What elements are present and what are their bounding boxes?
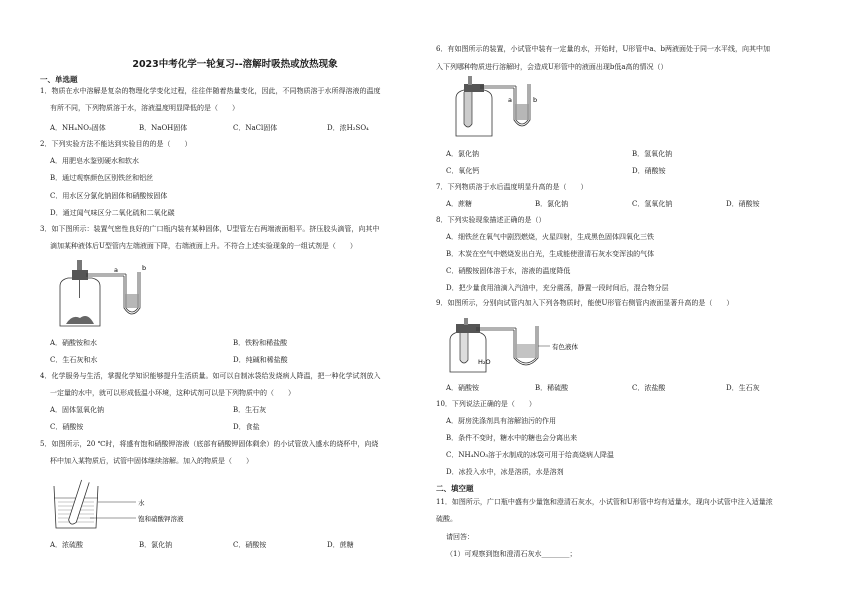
q6-label-a: a xyxy=(508,96,512,104)
q10-line-1: 10．下列说法正确的是（ ） xyxy=(436,400,536,408)
q2-option-d[interactable]: D．通过闻气味区分二氧化硫和二氧化碳 xyxy=(50,209,175,217)
section-fill-in: 二、填空题 xyxy=(436,484,474,493)
q6-label-b: b xyxy=(533,96,538,104)
q2-option-b[interactable]: B．通过观察颜色区别铁丝和铝丝 xyxy=(50,174,154,182)
q3-line-1: 3．如下图所示：装置气密性良好的广口瓶内装有某种固体，U型管左右两端液面相平。挤压胶头滴管，向其中 xyxy=(40,225,380,233)
q5-option-a[interactable]: A．浓硫酸 xyxy=(50,541,84,549)
q2-option-a[interactable]: A．用肥皂水鉴别硬水和软水 xyxy=(50,157,140,165)
q4-line-2: 一定量的水中，就可以形成低温小环境，这种试剂可以是下列物质中的（ ） xyxy=(50,389,295,397)
q3-option-d[interactable]: D．纯碱和稀盐酸 xyxy=(233,356,288,364)
q6-option-b[interactable]: B．氢氧化钠 xyxy=(632,150,673,158)
q11-line-4: （1）可观察到饱和澄清石灰水________； xyxy=(446,550,577,558)
q1-line-2: 有所不同，下列物质溶于水，溶液温度明显降低的是（ ） xyxy=(50,104,239,112)
section-single-choice: 一、单选题 xyxy=(40,75,78,84)
q7-option-d[interactable]: D．硝酸铵 xyxy=(726,200,760,208)
q10-option-b[interactable]: B．条件不变时，糖水中的糖也会分离出来 xyxy=(446,434,578,442)
q6-line-2: 入下列哪种物质进行溶解时，会造成U形管中的液面出现b低a高的情况（） xyxy=(436,63,668,71)
q3-option-b[interactable]: B．铁粉和稀盐酸 xyxy=(233,339,288,347)
q3-label-a: a xyxy=(114,266,118,274)
q5-line-2: 杯中加入某物质后，试管中固体继续溶解。加入的物质是（ ） xyxy=(50,457,253,465)
q7-option-c[interactable]: C．氢氧化钠 xyxy=(632,200,673,208)
q1-option-b[interactable]: B．NaOH固体 xyxy=(139,124,188,132)
q7-line-1: 7．下列物质溶于水后温度明显升高的是（ ） xyxy=(436,183,588,191)
q4-option-b[interactable]: B．生石灰 xyxy=(233,406,267,414)
q3-label-b: b xyxy=(142,264,147,272)
q5-label-water: 水 xyxy=(138,499,145,507)
q10-option-a[interactable]: A．厨房洗涤剂具有溶解油污的作用 xyxy=(446,417,557,425)
page-title: 2023中考化学一轮复习--溶解时吸热或放热现象 xyxy=(132,59,338,70)
q6-option-d[interactable]: D．硝酸铵 xyxy=(632,167,666,175)
q9-option-d[interactable]: D．生石灰 xyxy=(726,384,760,392)
q3-option-a[interactable]: A．硝酸铵和水 xyxy=(50,339,98,347)
q5-option-c[interactable]: C．硝酸铵 xyxy=(233,541,267,549)
q1-line-1: 1．物质在水中溶解是复杂的物理化学变化过程，往往伴随着热量变化，因此，不同物质溶于水所得溶液的温度 xyxy=(40,87,381,95)
q1-option-d[interactable]: D．浓H₂SO₄ xyxy=(327,124,369,132)
q1-option-a[interactable]: A．NH₄NO₃固体 xyxy=(50,124,106,132)
q7-option-b[interactable]: B．氯化钠 xyxy=(535,200,569,208)
q5-option-d[interactable]: D．蔗糖 xyxy=(327,541,354,549)
q1-option-c[interactable]: C．NaCl固体 xyxy=(233,124,278,132)
q10-option-d[interactable]: D．冰投入水中，冰是溶质，水是溶剂 xyxy=(446,468,564,476)
q9-label-water: H₂O xyxy=(478,358,491,366)
q3-apparatus-figure xyxy=(50,258,160,330)
q7-option-a[interactable]: A．蔗糖 xyxy=(446,200,473,208)
q9-option-c[interactable]: C．浓盐酸 xyxy=(632,384,666,392)
q3-line-2: 滴加某种液体后U型管内左端液面下降，右端液面上升。不符合上述实验现象的一组试剂是（ ） xyxy=(50,242,357,250)
q6-option-a[interactable]: A．氯化钠 xyxy=(446,150,480,158)
q2-option-c[interactable]: C．用水区分氯化钠固体和硝酸铵固体 xyxy=(50,192,168,200)
q2-line-1: 2．下列实验方法不能达到实验目的的是（ ） xyxy=(40,140,192,148)
q5-label-solution: 饱和硝酸钾溶液 xyxy=(138,515,184,523)
q4-line-1: 4．化学服务与生活，掌握化学知识能够提升生活质量。如可以自制冰袋给发烧病人降温，把一种化学试剂放入 xyxy=(40,372,381,380)
q6-option-c[interactable]: C．氧化钙 xyxy=(446,167,480,175)
q11-line-1: 11．如图所示，广口瓶中盛有少量饱和澄清石灰水，小试管和U形管中均有适量水，现向小试管中注入适量浓 xyxy=(436,498,773,506)
q9-apparatus-figure xyxy=(446,316,596,376)
q10-option-c[interactable]: C．NH₄NO₃溶于水制成的冰袋可用于给高烧病人降温 xyxy=(446,451,615,459)
q11-line-2: 硫酸。 xyxy=(436,515,457,523)
q9-label-liquid: 有色液体 xyxy=(552,343,578,351)
q8-option-a[interactable]: A．细铁丝在氧气中剧烈燃烧，火星四射，生成黑色固体四氧化三铁 xyxy=(446,233,655,241)
q4-option-d[interactable]: D．食盐 xyxy=(233,423,260,431)
q6-line-1: 6．有如图所示的装置，小试管中装有一定量的水，开始时，U形管中a、b两液面处于同一水平线，向其中加 xyxy=(436,45,771,53)
q5-option-b[interactable]: B．氯化钠 xyxy=(139,541,173,549)
q4-option-c[interactable]: C．硝酸铵 xyxy=(50,423,84,431)
q6-apparatus-figure xyxy=(450,74,550,138)
q3-option-c[interactable]: C．生石灰和水 xyxy=(50,356,98,364)
q9-line-1: 9．如图所示，分别向试管内加入下列各物质时，能使U形管右侧管内液面显著升高的是（ ） xyxy=(436,299,734,307)
q5-line-1: 5．如图所示，20 ℃时，将盛有饱和硝酸钾溶液（底部有硝酸钾固体剩余）的小试管放入盛水的烧杯中，向烧 xyxy=(40,440,379,448)
q5-beaker-figure xyxy=(50,480,200,532)
q8-line-1: 8．下列实验现象描述正确的是（） xyxy=(436,216,546,224)
q8-option-b[interactable]: B．木炭在空气中燃烧发出白光，生成能使澄清石灰水变浑浊的气体 xyxy=(446,250,655,258)
q9-option-b[interactable]: B．稀硫酸 xyxy=(535,384,569,392)
q9-option-a[interactable]: A．硝酸铵 xyxy=(446,384,480,392)
q8-option-d[interactable]: D．把少量食用油滴入汽油中，充分震荡，静置一段时间后，混合物分层 xyxy=(446,284,669,292)
q11-line-3: 请回答： xyxy=(446,533,474,541)
q8-option-c[interactable]: C．硝酸铵固体溶于水，溶液的温度降低 xyxy=(446,267,571,275)
q4-option-a[interactable]: A．固体氢氧化钠 xyxy=(50,406,105,414)
